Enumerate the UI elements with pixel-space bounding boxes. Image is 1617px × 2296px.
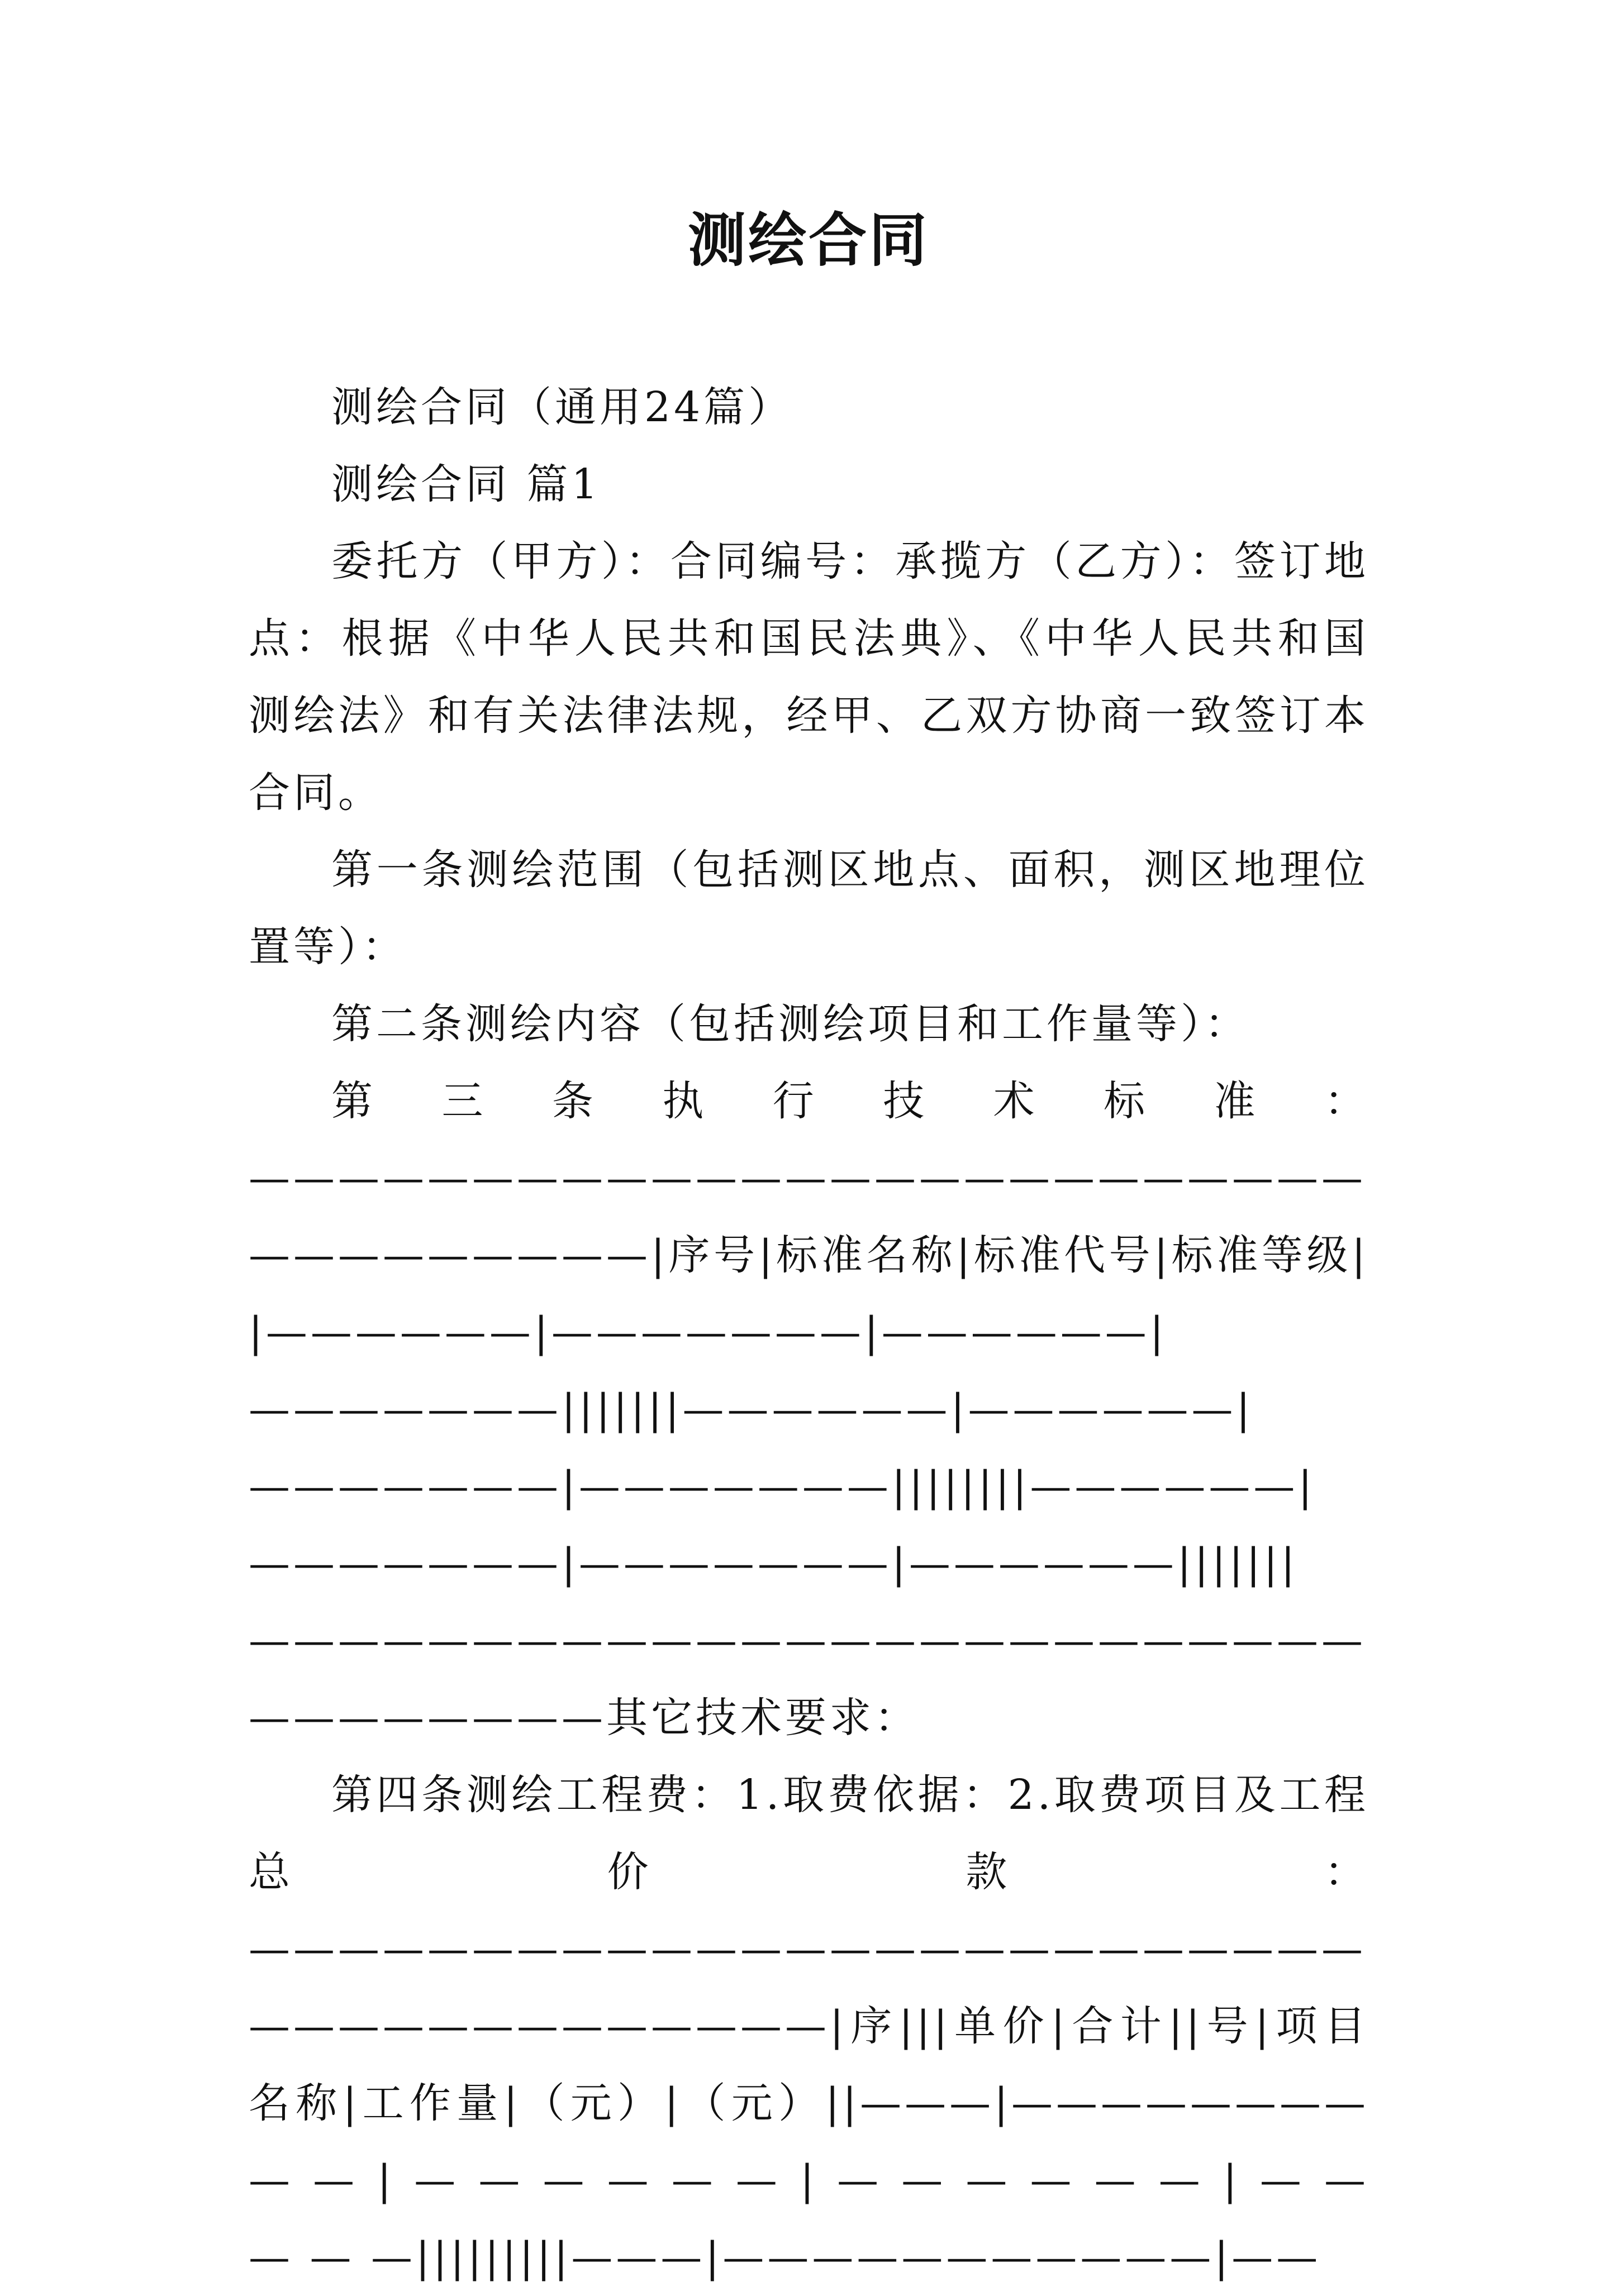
section-heading-paragraph: 测绘合同 篇1 — [331, 460, 601, 508]
article-4-paragraph: 第四条测绘工程费：1.取费依据：2.取费项目及工程总价款：——————————————————————————————————————|序|||单价|合计||号|项目名称|工作量|（元）|（元）||———|———————— — — | — — — — — — | — — — — — — | — — — — —|||||||||———|———————————|—— — [249, 1771, 1369, 2281]
article-1-paragraph: 第一条测绘范围（包括测区地点、面积，测区地理位置等）： — [249, 846, 1369, 971]
document-title: 测绘合同 — [687, 206, 929, 274]
article-3-paragraph: 第三条执行技术标准：——————————————————————————————————|序号|标准名称|标准代号|标准等级||——————|———————|——————|———————|||||||——————|——————|———————|———————||||||||——————|———————|———————|——————|||||||—————————————————————————————————其它技术要求： — [249, 1077, 1369, 1742]
subtitle-paragraph: 测绘合同（通用24篇） — [331, 383, 793, 431]
parties-paragraph: 委托方（甲方）：合同编号：承揽方（乙方）：签订地点：根据《中华人民共和国民法典》、《中华人民共和国测绘法》和有关法律法规，经甲、乙双方协商一致签订本合同。 — [249, 537, 1369, 817]
article-2-paragraph: 第二条测绘内容（包括测绘项目和工作量等）： — [331, 1000, 1249, 1048]
document-body — [249, 369, 1369, 2296]
